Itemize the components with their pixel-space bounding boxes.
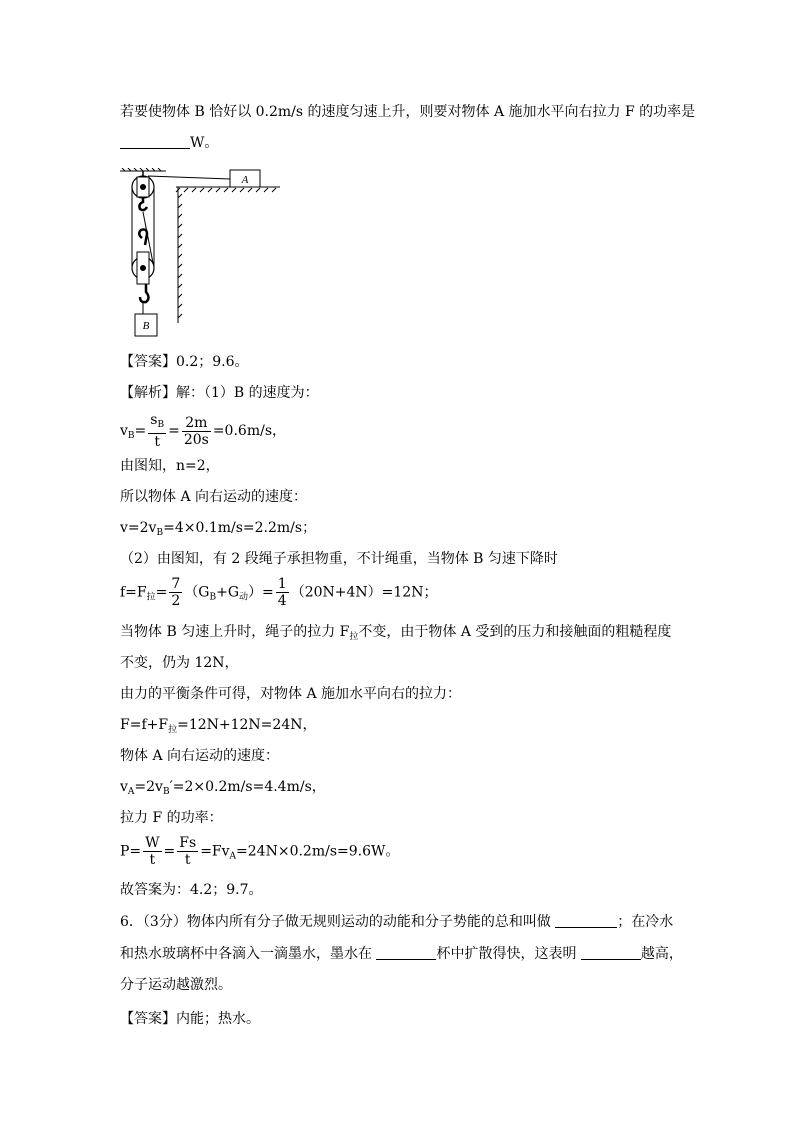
speed-intro: 所以物体 A 向右运动的速度： [120, 489, 308, 505]
q6-line2 [120, 944, 683, 964]
q5-unit: W。 [190, 135, 219, 151]
f-frac2-num: 1 [277, 576, 287, 592]
q5-blank [120, 134, 190, 149]
q6-line2-b: 杯中扩散得快，这表明 [436, 946, 577, 962]
va-line [120, 777, 326, 802]
vb-eq: = [134, 423, 147, 439]
q5-line2 [120, 133, 218, 153]
v-line [120, 518, 316, 543]
P-frac2 [177, 835, 198, 868]
v-line-a: v=2v [120, 520, 157, 536]
q6-line2-c: 越高， [640, 946, 683, 962]
f-paren1-end: ）= [248, 584, 274, 601]
answer6-text: 内能；热水。 [176, 1011, 260, 1027]
q6-line1 [120, 912, 673, 932]
answer6-tag: 【答案】 [120, 1011, 176, 1027]
q6-line3: 分子运动越激烈。 [120, 977, 232, 993]
q6-blank1 [555, 913, 617, 928]
analysis-tag: 【解析】 [120, 385, 176, 401]
va-sub2: B [162, 787, 170, 797]
va-sub: A [127, 787, 135, 797]
f-eq: = [155, 584, 168, 601]
F-line-rest: =12N+12N=24N， [177, 717, 317, 733]
q6-blank2 [376, 945, 436, 960]
P-frac1-den: t [149, 852, 156, 868]
vb-rhs: =0.6m/s， [212, 423, 286, 439]
rise-a-rest: 不变，由于物体 A 受到的压力和接触面的粗糙程度 [358, 624, 672, 640]
P-rest1: =Fv [200, 843, 230, 860]
f-formula [120, 576, 437, 609]
P-frac1-num: W [145, 835, 160, 851]
f-frac1-den: 2 [171, 593, 181, 609]
P-frac1 [143, 835, 161, 868]
part2: （2）由图知，有 2 段绳子承担物重，不计绳重，当物体 B 匀速下降时 [120, 551, 558, 567]
analysis-intro-text: 解：（1）B 的速度为： [176, 385, 319, 401]
conclusion: 故答案为：4.2；9.7。 [120, 882, 263, 898]
q6-line1-b: ；在冷水 [617, 914, 674, 930]
q6-blank3 [581, 945, 641, 960]
F-line [120, 715, 316, 740]
movable-pulley [132, 230, 154, 315]
power-intro: 拉力 F 的功率： [120, 810, 223, 826]
vb-frac2-num: 2m [182, 415, 211, 432]
f-paren1: （G [184, 584, 210, 601]
f-paren1-sub2: 动 [239, 592, 249, 603]
f-lhs-sub: 拉 [146, 592, 156, 603]
v-line-rest: =4×0.1m/s=2.2m/s； [163, 520, 317, 536]
vb-frac1 [148, 412, 166, 450]
rise-line-a [120, 622, 671, 647]
rise-line-b: 不变，仍为 12N， [120, 655, 239, 671]
vb-frac2 [182, 415, 211, 448]
rise-a-sub: 拉 [349, 632, 359, 642]
rise-a: 当物体 B 匀速上升时，绳子的拉力 F [120, 624, 350, 640]
block-b-label: B [142, 320, 150, 332]
answer6 [120, 1009, 260, 1029]
P-lhs: P= [120, 843, 142, 860]
fixed-pulley [132, 171, 230, 210]
q6-line1-a: 6．（3分）物体内所有分子做无规则运动的动能和分子势能的总和叫做 [120, 914, 551, 930]
vb-eq2: = [168, 423, 180, 439]
f-lhs: f=F [120, 584, 147, 601]
vb-lhs: v [120, 423, 128, 439]
P-rest-sub: A [229, 851, 237, 862]
vb-frac2-den: 20s [183, 431, 209, 448]
F-line-sub: 拉 [168, 725, 178, 735]
analysis-intro [120, 383, 319, 403]
pulley-figure [118, 168, 288, 343]
n-line: 由图知，n=2， [120, 458, 220, 474]
vb-lhs-sub: B [127, 431, 135, 441]
P-formula [120, 835, 399, 868]
f-paren1-sub: B [209, 592, 217, 603]
f-frac2-den: 4 [277, 593, 287, 609]
table-edge [176, 187, 280, 323]
f-frac1-num: 7 [171, 576, 181, 592]
block-a-label: A [241, 174, 249, 186]
F-line-a: F=f+F [120, 717, 169, 733]
f-frac2 [276, 576, 289, 609]
P-frac2-den: t [184, 852, 191, 868]
answer5 [120, 352, 249, 372]
vb-frac1-num: s [150, 412, 158, 428]
P-rest2: =24N×0.2m/s=9.6W。 [236, 843, 400, 860]
vb-formula [120, 412, 286, 450]
va-a: v [120, 779, 128, 795]
va-rest: ′=2×0.2m/s=4.4m/s， [169, 779, 326, 795]
va-mid: =2v [134, 779, 163, 795]
P-frac2-num: Fs [179, 835, 197, 851]
f-paren1-mid: +G [216, 584, 240, 601]
f-frac1 [169, 576, 182, 609]
q5-line1: 若要使物体 B 恰好以 0.2m/s 的速度匀速上升，则要对物体 A 施加水平向右拉力 F 的功率是 [120, 104, 696, 120]
va-intro: 物体 A 向右运动的速度： [120, 748, 280, 764]
answer5-tag: 【答案】 [120, 354, 176, 370]
ceiling-hatch [120, 168, 166, 171]
q6-line2-a: 和热水玻璃杯中各滴入一滴墨水，墨水在 [120, 946, 372, 962]
balance-line: 由力的平衡条件可得，对物体 A 施加水平向右的拉力： [120, 686, 462, 702]
P-eq: = [163, 843, 176, 860]
answer5-text: 0.2；9.6。 [176, 354, 249, 370]
vb-frac1-num-sub: B [157, 420, 165, 430]
f-rest: （20N+4N）=12N； [290, 584, 438, 601]
vb-frac1-den: t [154, 434, 160, 450]
v-line-sub: B [156, 528, 164, 538]
